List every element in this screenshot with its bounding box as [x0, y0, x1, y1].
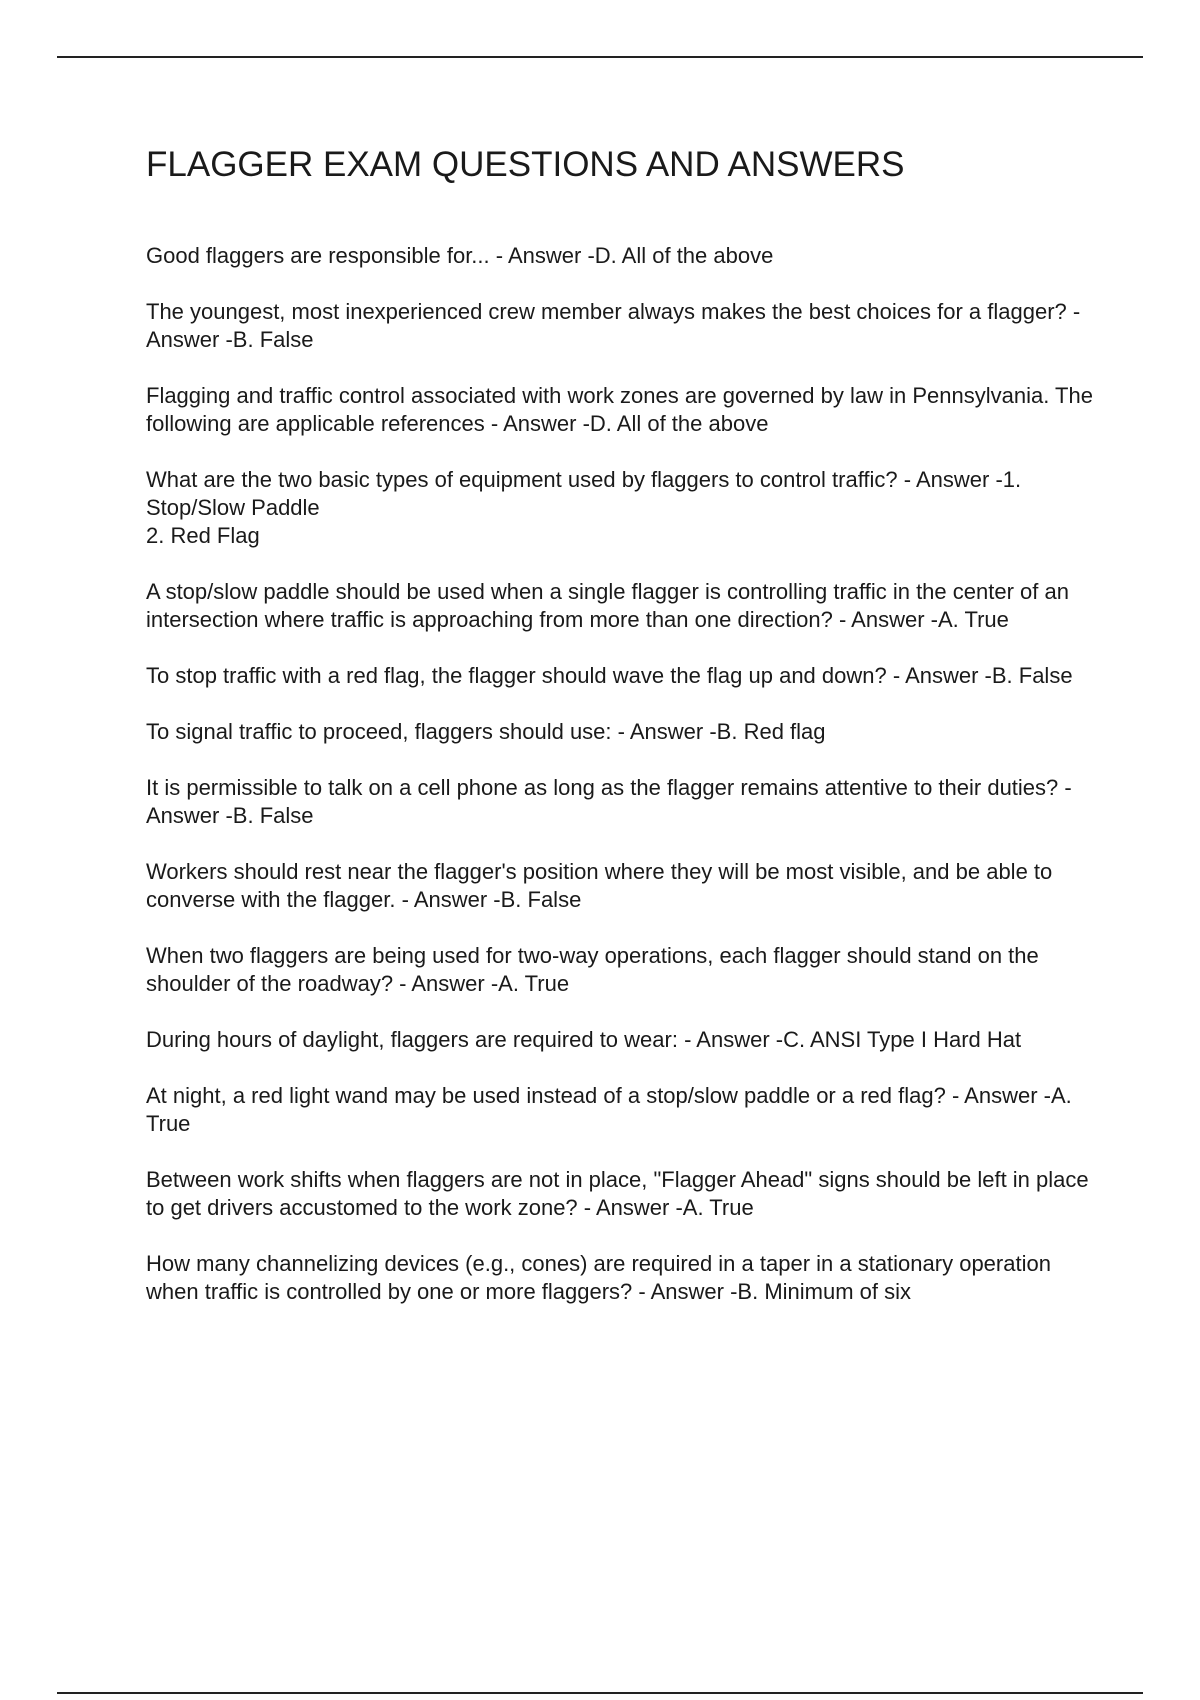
document-title: FLAGGER EXAM QUESTIONS AND ANSWERS	[146, 145, 905, 184]
qa-item: At night, a red light wand may be used instead of a stop/slow paddle or a red flag? - Answer -A. True	[146, 1083, 1072, 1136]
qa-item: How many channelizing devices (e.g., cones) are required in a taper in a stationary operation when traffic is controlled by one or more flaggers? - Answer -B. Minimum of six	[146, 1251, 1051, 1304]
qa-item: To stop traffic with a red flag, the flagger should wave the flag up and down? - Answer -B. False	[146, 663, 1073, 688]
qa-list	[146, 242, 1096, 1334]
qa-item: The youngest, most inexperienced crew member always makes the best choices for a flagger? - Answer -B. False	[146, 299, 1081, 352]
qa-item: When two flaggers are being used for two-way operations, each flagger should stand on the shoulder of the roadway? - Answer -A. True	[146, 943, 1039, 996]
qa-item: It is permissible to talk on a cell phone as long as the flagger remains attentive to their duties? - Answer -B. False	[146, 775, 1072, 828]
header-rule	[57, 56, 1143, 58]
qa-item: During hours of daylight, flaggers are required to wear: - Answer -C. ANSI Type I Hard Hat	[146, 1027, 1022, 1052]
qa-item: Flagging and traffic control associated with work zones are governed by law in Pennsylvania. The following are applicable references - Answer -D. All of the above	[146, 383, 1093, 436]
qa-item: Between work shifts when flaggers are not in place, "Flagger Ahead" signs should be left in place to get drivers accustomed to the work zone? - Answer -A. True	[146, 1167, 1089, 1220]
qa-item: What are the two basic types of equipment used by flaggers to control traffic? - Answer -1. Stop/Slow Paddle 2. Red Flag	[146, 467, 1022, 548]
qa-item: Workers should rest near the flagger's position where they will be most visible, and be able to converse with the flagger. - Answer -B. False	[146, 859, 1053, 912]
qa-item: A stop/slow paddle should be used when a single flagger is controlling traffic in the center of an intersection where traffic is approaching from more than one direction? - Answer -A. True	[146, 579, 1069, 632]
qa-item: To signal traffic to proceed, flaggers should use: - Answer -B. Red flag	[146, 719, 826, 744]
qa-item: Good flaggers are responsible for... - Answer -D. All of the above	[146, 243, 774, 268]
footer-rule	[57, 1692, 1143, 1694]
